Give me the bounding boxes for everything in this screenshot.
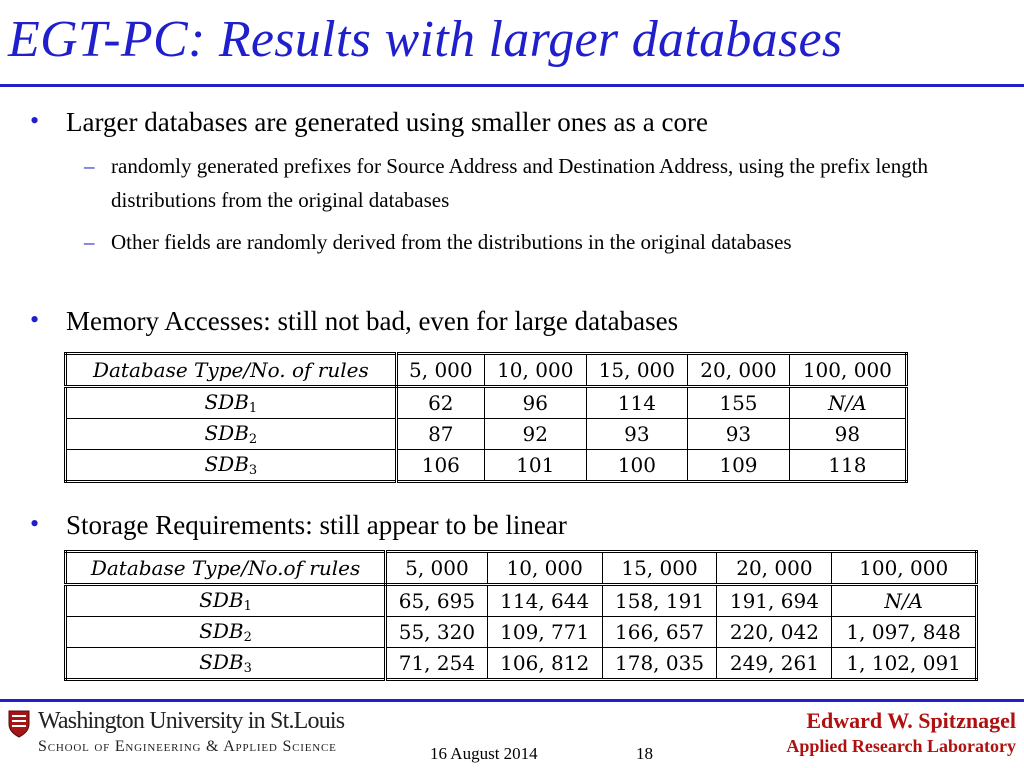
table-cell: N/A [832, 585, 977, 617]
table-row [66, 450, 907, 482]
header-cell: 5, 000 [396, 354, 484, 387]
dash-icon: – [84, 230, 95, 254]
dash-icon: – [84, 154, 95, 178]
row-label: $SDB_2$ [66, 617, 386, 648]
row-label: $SDB_1$ [66, 585, 386, 617]
header-cell: 10, 000 [484, 354, 586, 387]
table-row [66, 617, 977, 648]
title-divider [0, 84, 1024, 87]
bullet-1-text: Larger databases are generated using smaller ones as a core [66, 107, 708, 137]
table-row [66, 387, 907, 419]
table-cell: 178, 035 [602, 648, 717, 680]
header-cell: 5, 000 [386, 552, 488, 585]
school-name: School of Engineering & Applied Science [38, 738, 337, 755]
table-cell: 249, 261 [717, 648, 832, 680]
bullet-3-text: Storage Requirements: still appear to be linear [66, 510, 567, 540]
university-name: Washington University in St.Louis [38, 708, 345, 734]
table-cell: 106 [396, 450, 484, 482]
table-cell: 109, 771 [487, 617, 602, 648]
sub-bullet-1-text: randomly generated prefixes for Source Address and Destination Address, using the prefix length distributions from the original databases [111, 154, 929, 212]
table-cell: 155 [688, 387, 790, 419]
table-cell: 114, 644 [487, 585, 602, 617]
table-cell: 98 [789, 419, 906, 450]
bullet-icon: • [30, 509, 40, 538]
slide-date: 16 August 2014 [430, 744, 538, 763]
table-cell: 220, 042 [717, 617, 832, 648]
table-cell: N/A [789, 387, 906, 419]
table-cell: 1, 102, 091 [832, 648, 977, 680]
header-cell: 100, 000 [789, 354, 906, 387]
table-row [66, 585, 977, 617]
table-header-row [66, 354, 907, 387]
table-cell: 92 [484, 419, 586, 450]
row-label: $SDB_3$ [66, 648, 386, 680]
header-cell: 15, 000 [602, 552, 717, 585]
table-cell: 158, 191 [602, 585, 717, 617]
table-cell: 87 [396, 419, 484, 450]
table-cell: 1, 097, 848 [832, 617, 977, 648]
table-cell: 93 [688, 419, 790, 450]
table-cell: 101 [484, 450, 586, 482]
table-cell: 55, 320 [386, 617, 488, 648]
header-cell: Database Type/No. of rules [66, 354, 397, 387]
shield-icon [8, 710, 30, 738]
table-cell: 71, 254 [386, 648, 488, 680]
header-cell: 100, 000 [832, 552, 977, 585]
author-block [786, 708, 1016, 757]
page-number: 18 [636, 744, 653, 763]
row-label: $SDB_1$ [66, 387, 397, 419]
author-name: Edward W. Spitznagel [806, 708, 1016, 733]
table-cell: 166, 657 [602, 617, 717, 648]
table-cell: 93 [586, 419, 688, 450]
storage-requirements-table [64, 550, 978, 681]
sub-bullet-2-text: Other fields are randomly derived from the distributions in the original databases [111, 230, 792, 254]
table-cell: 96 [484, 387, 586, 419]
table-row [66, 648, 977, 680]
header-cell: 20, 000 [717, 552, 832, 585]
lab-name: Applied Research Laboratory [786, 736, 1016, 756]
header-cell: Database Type/No.of rules [66, 552, 386, 585]
table-cell: 118 [789, 450, 906, 482]
bullet-icon: • [30, 106, 40, 135]
footer-divider [0, 699, 1024, 702]
bullet-2-text: Memory Accesses: still not bad, even for large databases [66, 306, 679, 336]
header-cell: 15, 000 [586, 354, 688, 387]
table-cell: 191, 694 [717, 585, 832, 617]
memory-accesses-table [64, 352, 908, 483]
table-row [66, 419, 907, 450]
table-cell: 106, 812 [487, 648, 602, 680]
header-cell: 20, 000 [688, 354, 790, 387]
table-cell: 100 [586, 450, 688, 482]
header-cell: 10, 000 [487, 552, 602, 585]
bullet-icon: • [30, 305, 40, 334]
table-cell: 114 [586, 387, 688, 419]
row-label: $SDB_2$ [66, 419, 397, 450]
table-cell: 65, 695 [386, 585, 488, 617]
table-header-row [66, 552, 977, 585]
table-cell: 109 [688, 450, 790, 482]
university-logo [8, 708, 345, 762]
table-cell: 62 [396, 387, 484, 419]
row-label: $SDB_3$ [66, 450, 397, 482]
slide-title: EGT-PC: Results with larger databases [8, 11, 843, 68]
